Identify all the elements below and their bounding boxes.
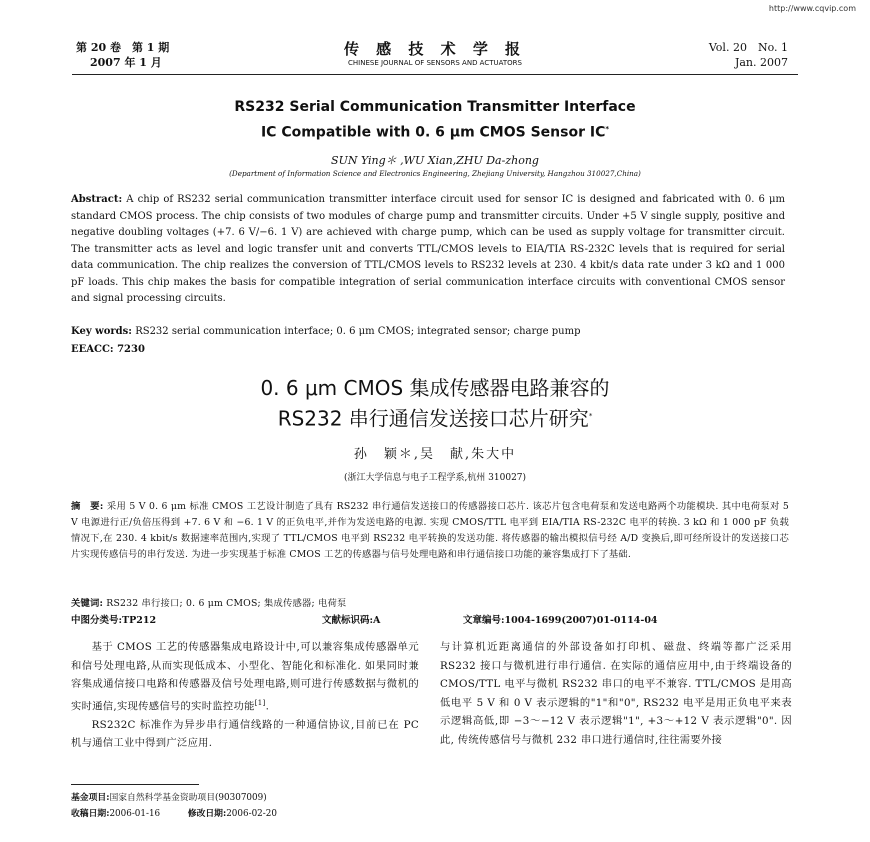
- title-cn-line-2: RS232 串行通信发送接口芯片研究*: [277, 406, 593, 431]
- keywords-cn-text: RS232 串行接口; 0. 6 μm CMOS; 集成传感器; 电荷泵: [106, 598, 347, 609]
- abstract-en-text: A chip of RS232 serial communication transmitter interface circuit used for sensor IC is designed and fabricated with 0. 6 μm standard CMOS process. The chip consists of two modules of charge pump and transmitter circuits. Under +5 V single supply, positive and negative doubling voltages (+7. 6 V/−6. 1 V) are achieved with charge pump, which can be used as supply voltage for transmitter circuit. The transmitter acts as level and logic transfer unit and converts TTL/CMOS levels to EIA/TIA RS-232C levels that is required for serial data communication. The chip realizes the conversion of TTL/CMOS levels to RS232 levels at 230. 4 kbit/s data rate under 3 kΩ and 1 000 pF loads. This chip makes the basis for compatible integration of serial communication interface circuits with conventional CMOS sensor and signal processing circuits.: [71, 194, 785, 304]
- keywords-en-label: Key words:: [71, 326, 132, 337]
- body-paragraph-2: RS232C 标准作为异步串行通信线路的一种通信协议,目前已在 PC 机与通信工业中得到广泛应用.: [71, 718, 419, 750]
- clc-number: 中图分类号:TP212: [71, 615, 157, 626]
- article-number: 文章编号:1004-1699(2007)01-0114-04: [463, 615, 658, 626]
- title-en-line-1: RS232 Serial Communication Transmitter Interface: [234, 99, 636, 115]
- abstract-en: [71, 192, 785, 308]
- title-cn-footnote-mark: *: [588, 412, 593, 420]
- authors-en: SUN Ying＊ ,WU Xian,ZHU Da-zhong: [331, 154, 539, 167]
- title-en: [0, 96, 870, 144]
- keywords-cn-label: 关键词:: [71, 598, 104, 609]
- abstract-cn: [71, 499, 789, 563]
- watermark-url: http://www.cqvip.com: [768, 4, 856, 13]
- title-cn-line-1: 0. 6 μm CMOS 集成传感器电路兼容的: [260, 376, 610, 400]
- document-code: 文献标识码:A: [322, 615, 381, 626]
- body-right-column: 与计算机近距离通信的外部设备如打印机、磁盘、终端等都广泛采用 RS232 接口与微机进行串行通信. 在实际的通信应用中,由于终端设备的 CMOS/TTL 电平与微机 RS232 串口的电平不兼容. TTL/CMOS 是用高低电平 5 V 和 0 V 表示逻辑的"1"和"0", RS232 电平是用正负电平来表示逻辑高低,即 −3～−12 V 表示逻辑"1", +3～+12 V 表示逻辑"0". 因此, 传统传感信号与微机 232 串口进行通信时,往往需要外接: [440, 641, 792, 746]
- title-en-line-2: IC Compatible with 0. 6 μm CMOS Sensor IC*: [260, 124, 610, 141]
- volume-issue-cn: 第 20 卷 第 1 期: [76, 41, 170, 54]
- date-en: Jan. 2007: [734, 56, 788, 69]
- journal-volume-en: [709, 40, 788, 70]
- keywords-en: [71, 324, 785, 341]
- journal-name-cn: 传 感 技 术 学 报: [343, 40, 527, 58]
- affiliation-cn: (浙江大学信息与电子工程学系,杭州 310027): [343, 473, 527, 483]
- title-cn: [0, 374, 870, 433]
- footnote-fund: 基金项目:国家自然科学基金资助项目(90307009): [71, 793, 267, 803]
- body-left-column: [71, 638, 419, 753]
- body-paragraph-1: 基于 CMOS 工艺的传感器集成电路设计中,可以兼容集成传感器单元和信号处理电路,从而实现低成本、小型化、智能化和标准化. 如果同时兼容集成通信接口电路和传感器及信号处理电路,则可进行传感数据与微机的实时通信,实现传感信号的实时监控功能[1].: [71, 641, 419, 713]
- keywords-cn: [71, 596, 789, 612]
- keywords-en-text: RS232 serial communication interface; 0. 6 μm CMOS; integrated sensor; charge pump: [135, 326, 581, 337]
- footnote-dates: 收稿日期:2006-01-16 修改日期:2006-02-20: [71, 809, 277, 819]
- abstract-cn-text: 采用 5 V 0. 6 μm 标准 CMOS 工艺设计制造了具有 RS232 串行通信发送接口的传感器接口芯片. 该芯片包含电荷泵和发送电路两个功能模块. 其中电荷泵对 5 V 电源进行正/负倍压得到 +7. 6 V 和 −6. 1 V 的正负电平,并作为发送电路的电源. 实现 CMOS/TTL 电平到 EIA/TIA RS-232C 电平的转换. 3 kΩ 和 1 000 pF 负载情况下,在 230. 4 kbit/s 数据速率范围内,实现了 TTL/CMOS 电平到 RS232 电平转换的发送功能. 将传感器的输出模拟信号经 A/D 变换后,即可经所设计的发送接口芯片实现传感信号的串行发送. 为进一步实现基于标准 CMOS 工艺的传感器与信号处理电路和串行通信接口功能的兼容集成打下了基础.: [71, 501, 790, 560]
- date-cn: 2007 年 1 月: [90, 56, 162, 69]
- volume-issue-en: Vol. 20 No. 1: [708, 41, 788, 54]
- citation-ref: [1]: [254, 698, 266, 707]
- affiliation-en: (Department of Information Science and Electronics Engineering, Zhejiang University, Hangzhou 310027,China): [229, 169, 641, 178]
- footnote-rule: [71, 784, 199, 785]
- eeacc-code: EEACC: 7230: [71, 344, 145, 355]
- header-rule: [72, 74, 798, 75]
- abstract-en-label: Abstract:: [71, 194, 123, 205]
- journal-name-en: CHINESE JOURNAL OF SENSORS AND ACTUATORS: [348, 59, 522, 67]
- title-en-footnote-mark: *: [605, 125, 610, 133]
- abstract-cn-label: 摘 要:: [71, 501, 104, 512]
- authors-cn: 孙 颖＊,吴 献,朱大中: [353, 447, 517, 462]
